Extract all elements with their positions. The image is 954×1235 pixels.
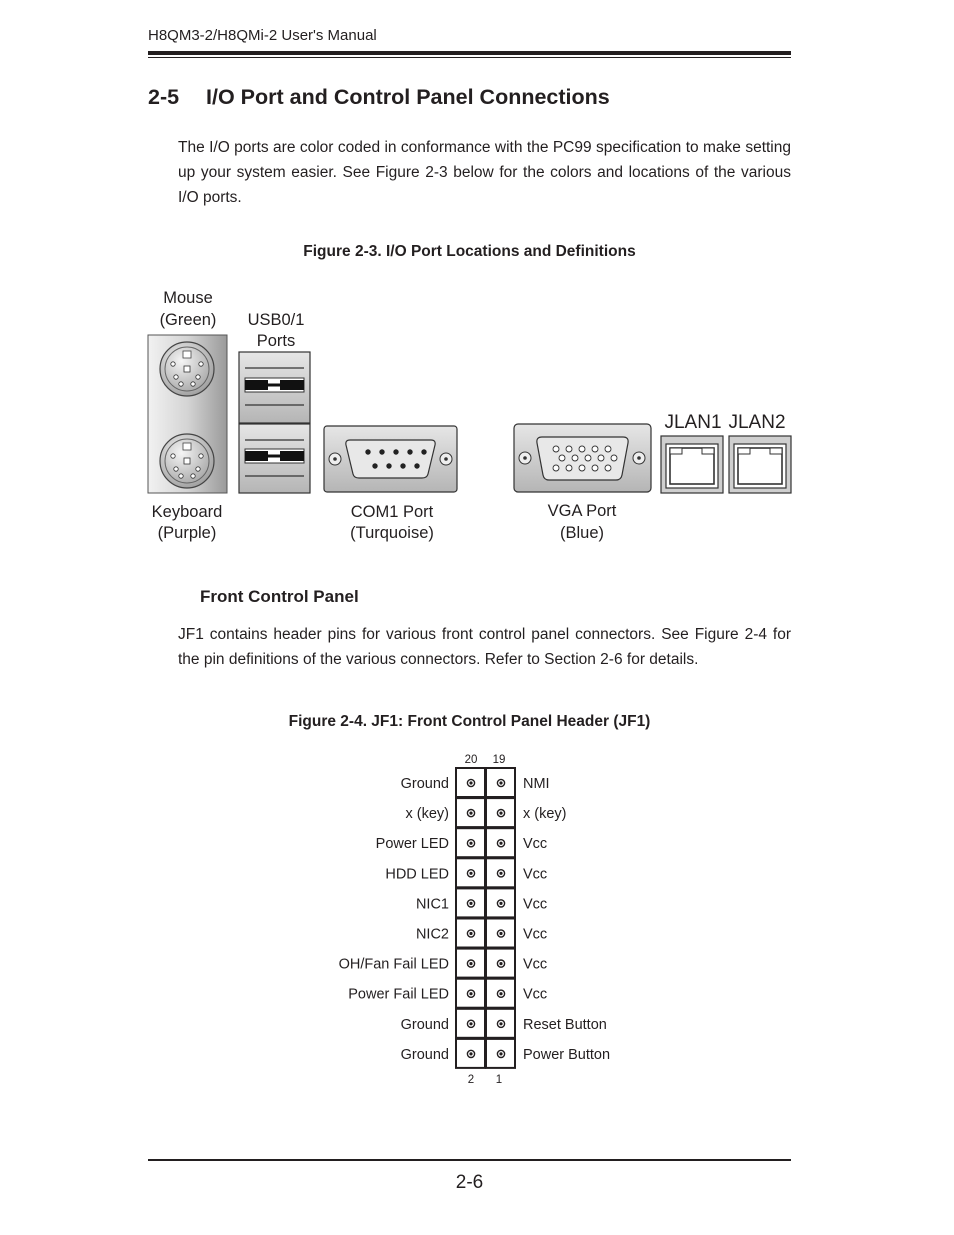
figure-2-4-caption: Figure 2-4. JF1: Front Control Panel Header (JF1) bbox=[288, 713, 651, 730]
header-pin-dot bbox=[469, 812, 472, 815]
keyboard-port-icon bbox=[160, 434, 214, 488]
com1-label-1: COM1 Port bbox=[350, 503, 434, 521]
vga-label-2: (Blue) bbox=[559, 524, 605, 542]
pin-left-label: Ground bbox=[400, 1016, 449, 1033]
pin-right-label: NMI bbox=[523, 776, 550, 792]
pin-left-label: NIC2 bbox=[415, 926, 449, 943]
vga-label-1: VGA Port bbox=[547, 502, 617, 520]
pin-left-label: Power LED bbox=[375, 836, 449, 853]
header-pin-dot bbox=[469, 1022, 472, 1025]
pin-right-label: Vcc bbox=[523, 836, 548, 853]
header-pin-dot bbox=[469, 902, 472, 905]
pin-left-label: Ground bbox=[400, 776, 449, 792]
header-pin-dot bbox=[469, 842, 472, 845]
jlan2-port-icon bbox=[729, 436, 791, 493]
ps2-port-stack bbox=[148, 335, 227, 493]
section-number: 2-5 bbox=[148, 85, 180, 109]
header-pin-dot bbox=[499, 842, 502, 845]
pin-number-1: 1 bbox=[495, 1074, 503, 1086]
keyboard-label-1: Keyboard bbox=[151, 503, 223, 521]
footer-rule bbox=[148, 1159, 791, 1161]
pin-left-label: NIC1 bbox=[415, 896, 449, 913]
pin-right-label: x (key) bbox=[523, 806, 567, 823]
header-pin-dot bbox=[499, 1052, 502, 1055]
pin-left-label: Power Fail LED bbox=[348, 986, 449, 1003]
header-pin-dot bbox=[469, 1052, 472, 1055]
pin-right-label: Vcc bbox=[523, 956, 548, 973]
pin-right-label: Power Button bbox=[523, 1046, 611, 1063]
pin-number-20: 20 bbox=[464, 754, 478, 766]
usb-port-stack bbox=[239, 352, 310, 493]
intro-paragraph: The I/O ports are color coded in conformance with the PC99 specification to make setting up your system easier. See Figure 2-3 below for the colors and locations of the various I/O ports. bbox=[178, 139, 791, 206]
pin-left-label: OH/Fan Fail LED bbox=[338, 956, 449, 973]
com1-label-2: (Turquoise) bbox=[350, 524, 434, 542]
header-pin-dot bbox=[499, 902, 502, 905]
header-pin-dot bbox=[499, 992, 502, 995]
header-pin-dot bbox=[499, 1022, 502, 1025]
pin-right-label: Vcc bbox=[523, 926, 548, 943]
header-pin-dot bbox=[469, 872, 472, 875]
section-title-text: I/O Port and Control Panel Connections bbox=[206, 85, 610, 109]
header-pin-dot bbox=[499, 932, 502, 935]
header-pin-dot bbox=[469, 932, 472, 935]
running-header: H8QM3-2/H8QMi-2 User's Manual bbox=[148, 27, 377, 44]
figure-2-3-caption: Figure 2-3. I/O Port Locations and Definitions bbox=[303, 243, 636, 260]
header-pin-dot bbox=[469, 781, 472, 784]
keyboard-label-2: (Purple) bbox=[157, 524, 217, 542]
jlan1-port-icon bbox=[661, 436, 723, 493]
front-panel-paragraph: JF1 contains header pins for various front control panel connectors. See Figure 2-4 for the pin definitions of the various connectors. Refer to Section 2-6 for details. bbox=[178, 626, 791, 668]
jlan1-label: JLAN1 bbox=[664, 412, 722, 433]
pin-left-label: x (key) bbox=[405, 806, 449, 823]
mouse-port-icon bbox=[160, 342, 214, 396]
com1-port-icon bbox=[324, 426, 457, 492]
front-panel-heading: Front Control Panel bbox=[200, 587, 359, 606]
pin-right-label: Vcc bbox=[523, 866, 548, 883]
page-number: 2-6 bbox=[455, 1172, 484, 1193]
pin-number-19: 19 bbox=[492, 754, 506, 766]
header-pin-dot bbox=[469, 992, 472, 995]
jf1-header-diagram bbox=[339, 754, 610, 1086]
header-pin-dot bbox=[469, 962, 472, 965]
usb-label-1: USB0/1 bbox=[247, 311, 305, 329]
jlan2-label: JLAN2 bbox=[728, 412, 786, 433]
mouse-label-1: Mouse bbox=[163, 289, 213, 307]
pin-right-label: Vcc bbox=[523, 896, 548, 913]
header-pin-dot bbox=[499, 872, 502, 875]
header-pin-dot bbox=[499, 781, 502, 784]
pin-right-label: Vcc bbox=[523, 986, 548, 1003]
mouse-label-2: (Green) bbox=[159, 311, 217, 329]
header-pin-dot bbox=[499, 812, 502, 815]
usb-label-2: Ports bbox=[256, 332, 296, 350]
header-pin-dot bbox=[499, 962, 502, 965]
pin-right-label: Reset Button bbox=[523, 1016, 607, 1033]
pin-number-2: 2 bbox=[467, 1074, 475, 1086]
vga-port-icon bbox=[514, 424, 651, 492]
pin-left-label: HDD LED bbox=[385, 866, 449, 883]
pin-left-label: Ground bbox=[400, 1046, 449, 1063]
